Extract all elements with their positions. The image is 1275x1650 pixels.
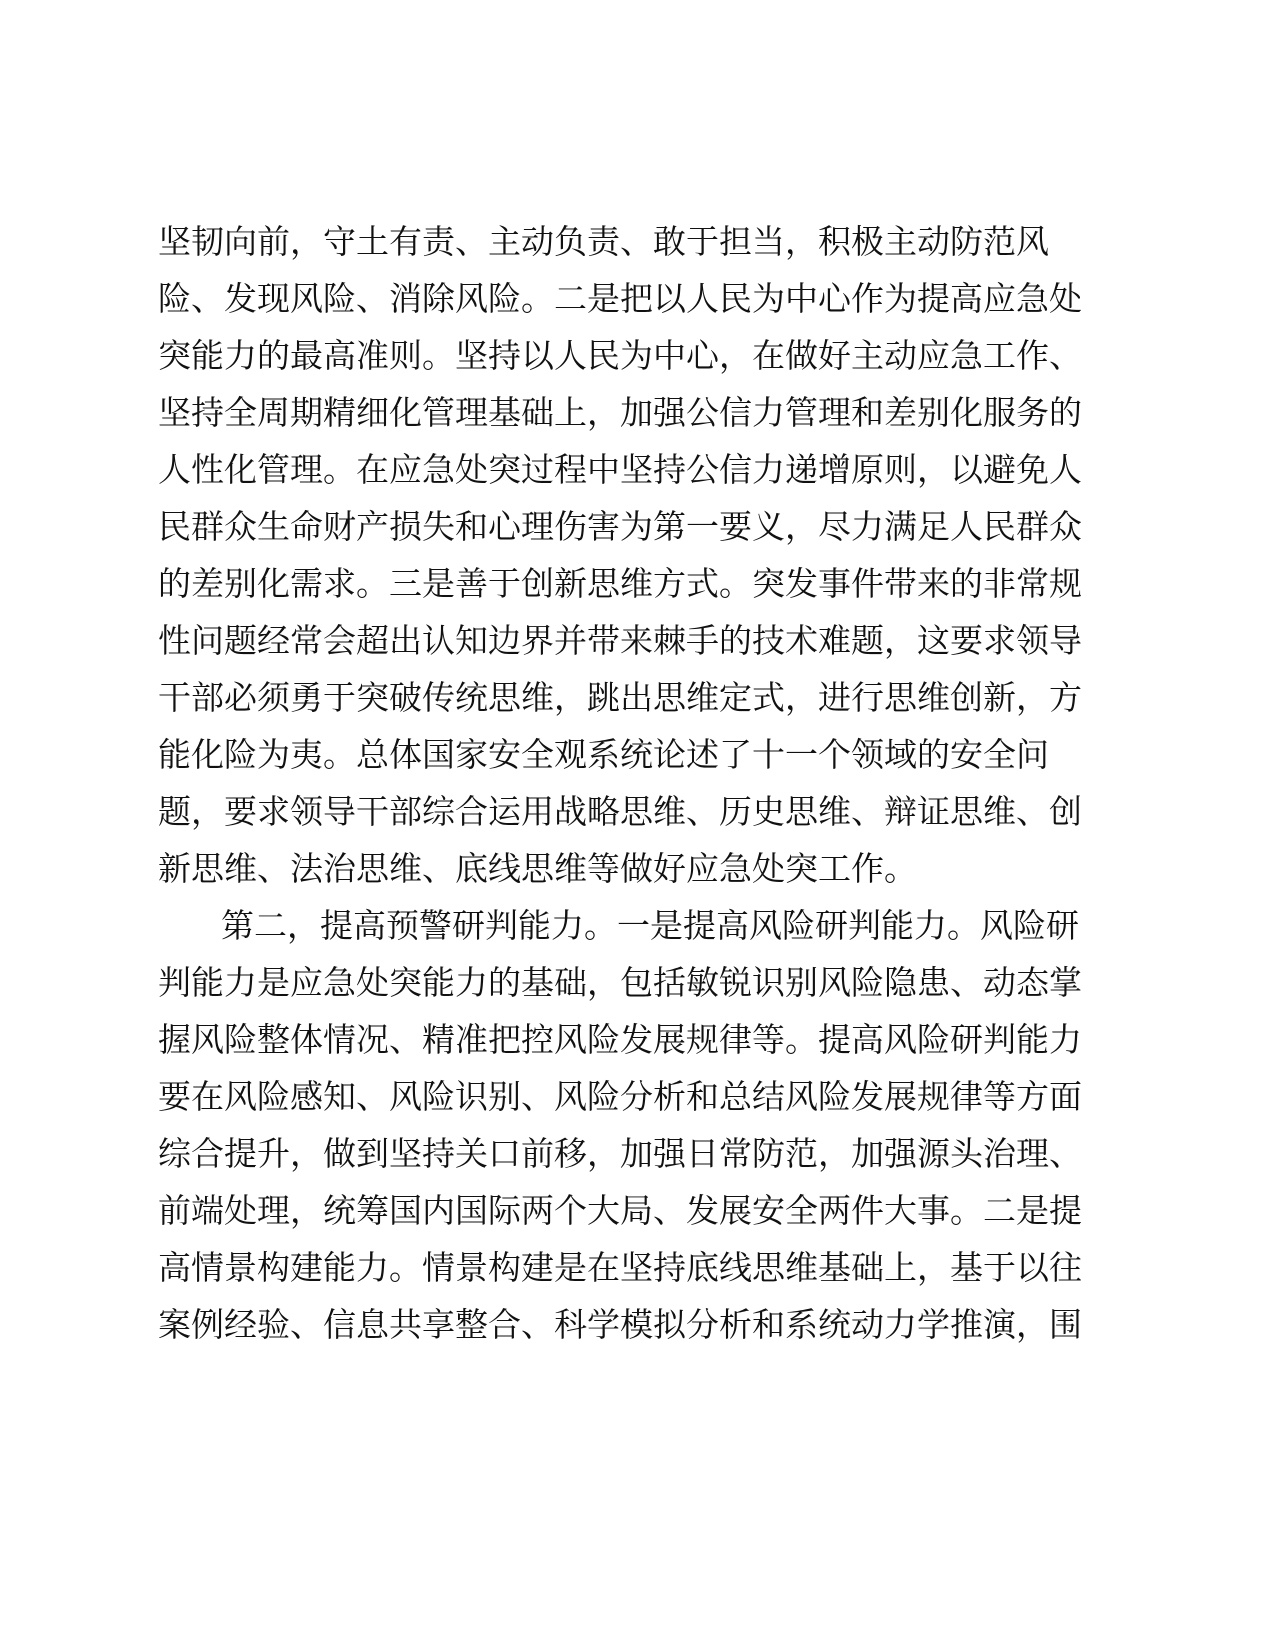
paragraph-start-line: 第二，提高预警研判能力。一是提高风险研判能力。风险研 (221, 906, 1079, 945)
text-line: 要在风险感知、风险识别、风险分析和总结风险发展规律等方面 (158, 1077, 1082, 1116)
text-line: 判能力是应急处突能力的基础，包括敏锐识别风险隐患、动态掌 (158, 963, 1082, 1002)
text-line: 性问题经常会超出认知边界并带来棘手的技术难题，这要求领导 (158, 621, 1082, 660)
text-line: 干部必须勇于突破传统思维，跳出思维定式，进行思维创新，方 (158, 678, 1082, 717)
text-line: 能化险为夷。总体国家安全观系统论述了十一个领域的安全问 (158, 735, 1049, 774)
text-line: 民群众生命财产损失和心理伤害为第一要义，尽力满足人民群众 (158, 507, 1082, 546)
body-text (158, 213, 1082, 1353)
text-line: 人性化管理。在应急处突过程中坚持公信力递增原则，以避免人 (158, 450, 1082, 489)
text-line: 突能力的最高准则。坚持以人民为中心，在做好主动应急工作、 (158, 336, 1082, 375)
text-line: 高情景构建能力。情景构建是在坚持底线思维基础上，基于以往 (158, 1248, 1082, 1287)
text-line: 前端处理，统筹国内国际两个大局、发展安全两件大事。二是提 (158, 1191, 1082, 1230)
text-line: 的差别化需求。三是善于创新思维方式。突发事件带来的非常规 (158, 564, 1082, 603)
text-line: 综合提升，做到坚持关口前移，加强日常防范，加强源头治理、 (158, 1134, 1082, 1173)
paragraph-end-line: 新思维、法治思维、底线思维等做好应急处突工作。 (158, 849, 917, 888)
text-line: 坚韧向前，守土有责、主动负责、敢于担当，积极主动防范风 (158, 222, 1049, 261)
text-line: 险、发现风险、消除风险。二是把以人民为中心作为提高应急处 (158, 279, 1082, 318)
text-line: 案例经验、信息共享整合、科学模拟分析和系统动力学推演，围 (158, 1305, 1082, 1344)
text-line: 坚持全周期精细化管理基础上，加强公信力管理和差别化服务的 (158, 393, 1082, 432)
text-line: 握风险整体情况、精准把控风险发展规律等。提高风险研判能力 (158, 1020, 1082, 1059)
text-line: 题，要求领导干部综合运用战略思维、历史思维、辩证思维、创 (158, 792, 1082, 831)
